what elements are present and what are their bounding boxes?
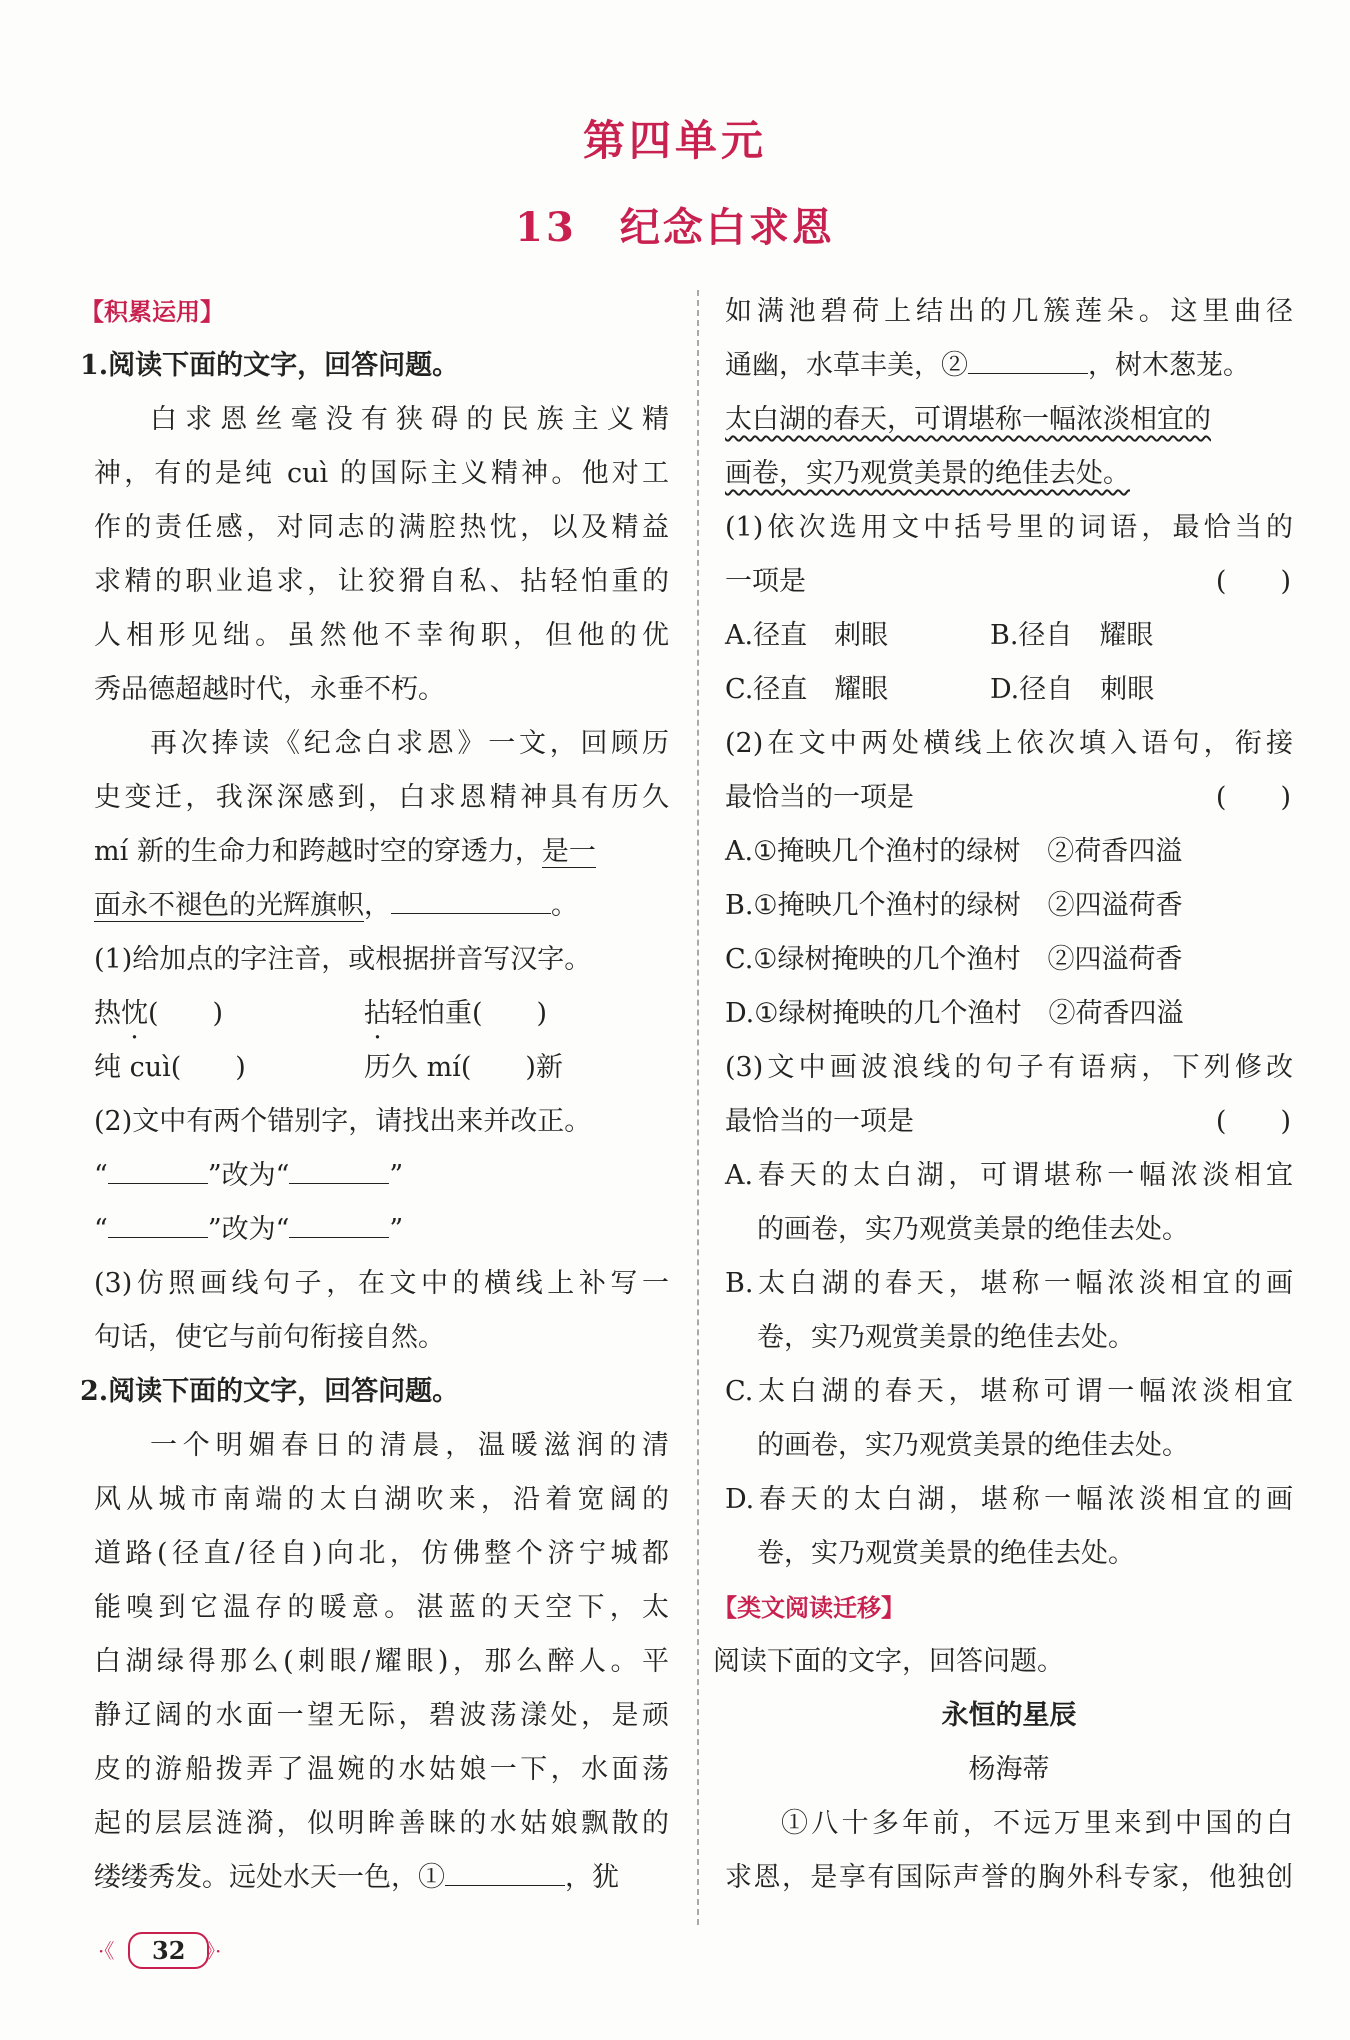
unit-title: 第四单元 xyxy=(582,116,767,165)
quote: ” xyxy=(389,1214,404,1245)
option-b[interactable]: B.径自 耀眼 xyxy=(990,620,1154,651)
passage-3-line: 起的层层涟漪，似明眸善睐的水姑娘飘散的 xyxy=(94,1808,669,1839)
read-prompt: 阅读下面的文字，回答问题。 xyxy=(713,1646,1064,1677)
passage-3-cont xyxy=(725,339,1293,393)
fill-blank[interactable] xyxy=(108,1203,208,1238)
underlined-sentence: 是一 xyxy=(541,836,596,867)
fill-blank[interactable] xyxy=(108,1149,208,1184)
option-row xyxy=(725,609,1293,663)
answer-paren[interactable]: 纯 cuì( ) xyxy=(94,1052,246,1083)
quote: ” xyxy=(389,1160,404,1191)
page-ornament-right: 》· xyxy=(205,1939,222,1963)
char: 热 xyxy=(94,998,121,1029)
passage-3-line: 能嗅到它温存的暖意。湛蓝的天空下，太 xyxy=(94,1592,669,1623)
answer-paren[interactable]: ( ) xyxy=(1215,566,1291,597)
sub-question-3-b xyxy=(725,1095,1293,1149)
article-title: 永恒的星辰 xyxy=(941,1700,1077,1731)
passage-3-line: 道路(径直/径自)向北，仿佛整个济宁城都 xyxy=(94,1538,669,1569)
sub-question-1: (1)依次选用文中括号里的词语，最恰当的 xyxy=(725,512,1293,543)
option-d[interactable]: D.径自 刺眼 xyxy=(990,674,1155,705)
passage-2-line: 再次捧读《纪念白求恩》一文，回顾历 xyxy=(150,728,669,759)
correction-row xyxy=(94,1203,669,1257)
option-d[interactable]: D.春天的太白湖，堪称一幅浓淡相宜的画 xyxy=(725,1484,1293,1515)
question-text: 最恰当的一项是 xyxy=(725,1106,914,1137)
wavy-sentence xyxy=(725,447,1293,501)
option-row xyxy=(725,663,1293,717)
option-c[interactable]: C.太白湖的春天，堪称可谓一幅浓淡相宜 xyxy=(725,1376,1293,1407)
passage-3-line xyxy=(94,1851,669,1905)
passage-3-line: 皮的游船拨弄了温婉的水姑娘一下，水面荡 xyxy=(94,1754,669,1785)
article-line: ①八十多年前，不远万里来到中国的白 xyxy=(781,1808,1293,1839)
passage-1-line: 白求恩丝毫没有狭碍的民族主义精 xyxy=(150,404,669,435)
passage-1-line: 人相形见绌。虽然他不幸徇职，但他的优 xyxy=(94,620,669,651)
article-line: 求恩，是享有国际声誉的胸外科专家，他独创 xyxy=(725,1862,1293,1893)
passage-2-text: mí 新的生命力和跨越时空的穿透力， xyxy=(94,836,542,867)
wavy-text: 画卷，实乃观赏美景的绝佳去处。 xyxy=(725,458,1130,489)
right-column xyxy=(713,285,1293,1905)
article-author: 杨海蒂 xyxy=(968,1754,1050,1785)
wavy-text: 太白湖的春天，可谓堪称一幅浓淡相宜的 xyxy=(725,404,1211,435)
passage-1-line: 秀品德超越时代，永垂不朽。 xyxy=(94,674,445,705)
underlined-sentence: 面永不褪色的光辉旗帜 xyxy=(94,890,364,921)
lesson-title: 13 纪念白求恩 xyxy=(515,204,835,251)
sub-question-3: 句话，使它与前句衔接自然。 xyxy=(94,1322,445,1353)
option-a[interactable]: A.①掩映几个渔村的绿树 ②荷香四溢 xyxy=(725,836,1183,867)
sub-question-1-b xyxy=(725,555,1293,609)
option-c[interactable]: C.径直 耀眼 xyxy=(725,674,889,705)
quote: “ xyxy=(94,1160,108,1191)
dotted-char: 拈 xyxy=(364,998,391,1029)
passage-1-line: 作的责任感，对同志的满腔热忱，以及精益 xyxy=(94,512,669,543)
pinyin-row-1 xyxy=(94,987,669,1041)
page-ornament-left: ·《 xyxy=(98,1939,115,1963)
passage-3-text: 通幽，水草丰美，② xyxy=(725,350,968,381)
answer-paren[interactable]: 历久 mí( )新 xyxy=(364,1052,563,1083)
column-divider xyxy=(697,290,699,1925)
passage-3-cont: 如满池碧荷上结出的几簇莲朵。这里曲径 xyxy=(725,296,1293,327)
quote: ”改为“ xyxy=(207,1160,290,1191)
quote: “ xyxy=(94,1214,108,1245)
period: 。 xyxy=(551,890,578,921)
option-c[interactable]: C.①绿树掩映的几个渔村 ②四溢荷香 xyxy=(725,944,1183,975)
passage-3-text: ，犹 xyxy=(565,1862,619,1893)
question-text: 最恰当的一项是 xyxy=(725,782,914,813)
wavy-sentence xyxy=(725,393,1293,447)
option-a[interactable]: A.春天的太白湖，可谓堪称一幅浓淡相宜 xyxy=(725,1160,1293,1191)
question-2-title: 2.阅读下面的文字，回答问题。 xyxy=(80,1376,460,1407)
quote: ”改为“ xyxy=(207,1214,290,1245)
sub-question-2: (2)在文中两处横线上依次填入语句，衔接 xyxy=(725,728,1293,759)
passage-3-text: 缕缕秀发。远处水天一色，① xyxy=(94,1862,445,1893)
option-c-cont[interactable]: 的画卷，实乃观赏美景的绝佳去处。 xyxy=(757,1430,1189,1461)
dotted-char: 忱 xyxy=(121,998,148,1029)
option-a[interactable]: A.径直 刺眼 xyxy=(725,620,889,651)
option-b[interactable]: B.①掩映几个渔村的绿树 ②四溢荷香 xyxy=(725,890,1183,921)
option-b-cont[interactable]: 卷，实乃观赏美景的绝佳去处。 xyxy=(757,1322,1135,1353)
sub-question-2-b xyxy=(725,771,1293,825)
sub-question-3: (3)仿照画线句子，在文中的横线上补写一 xyxy=(94,1268,669,1299)
passage-3-text: ，树木葱茏。 xyxy=(1088,350,1250,381)
passage-2-line xyxy=(94,879,669,933)
question-text: 一项是 xyxy=(725,566,806,597)
answer-paren[interactable]: ( ) xyxy=(1215,1106,1291,1137)
left-column xyxy=(80,285,669,1905)
passage-3-line: 静辽阔的水面一望无际，碧波荡漾处，是顽 xyxy=(94,1700,669,1731)
passage-3-line: 一个明媚春日的清晨，温暖滋润的清 xyxy=(150,1430,669,1461)
fill-blank[interactable] xyxy=(445,1851,565,1886)
passage-1-line: 求精的职业追求，让狡猾自私、拈轻怕重的 xyxy=(94,566,669,597)
correction-row xyxy=(94,1149,669,1203)
answer-paren[interactable]: ( ) xyxy=(148,998,224,1029)
sub-question-2: (2)文中有两个错别字，请找出来并改正。 xyxy=(94,1106,592,1137)
passage-1-line: 神，有的是纯 cuì 的国际主义精神。他对工 xyxy=(94,458,669,489)
question-1-title: 1.阅读下面的文字，回答问题。 xyxy=(80,350,460,381)
passage-3-line: 风从城市南端的太白湖吹来，沿着宽阔的 xyxy=(94,1484,669,1515)
passage-3-line: 白湖绿得那么(刺眼/耀眼)，那么醉人。平 xyxy=(94,1646,669,1677)
fill-blank[interactable] xyxy=(968,339,1088,374)
option-d-cont[interactable]: 卷，实乃观赏美景的绝佳去处。 xyxy=(757,1538,1135,1569)
passage-2-line xyxy=(94,825,669,879)
page-number: 32 xyxy=(128,1932,209,1969)
sub-question-3: (3)文中画波浪线的句子有语病，下列修改 xyxy=(725,1052,1293,1083)
passage-2-line: 史变迁，我深深感到，白求恩精神具有历久 xyxy=(94,782,669,813)
section-tag-transfer: 【类文阅读迁移】 xyxy=(713,1594,905,1622)
fill-blank[interactable] xyxy=(289,1149,389,1184)
option-a-cont[interactable]: 的画卷，实乃观赏美景的绝佳去处。 xyxy=(757,1214,1189,1245)
section-tag-accumulate: 【积累运用】 xyxy=(80,298,224,326)
comma: ， xyxy=(364,890,391,921)
fill-blank[interactable] xyxy=(289,1203,389,1238)
answer-paren[interactable]: 轻怕重( ) xyxy=(391,998,548,1029)
option-b[interactable]: B.太白湖的春天，堪称一幅浓淡相宜的画 xyxy=(725,1268,1293,1299)
fill-blank[interactable] xyxy=(391,879,551,914)
answer-paren[interactable]: ( ) xyxy=(1215,782,1291,813)
option-d[interactable]: D.①绿树掩映的几个渔村 ②荷香四溢 xyxy=(725,998,1184,1029)
sub-question-1: (1)给加点的字注音，或根据拼音写汉字。 xyxy=(94,944,592,975)
